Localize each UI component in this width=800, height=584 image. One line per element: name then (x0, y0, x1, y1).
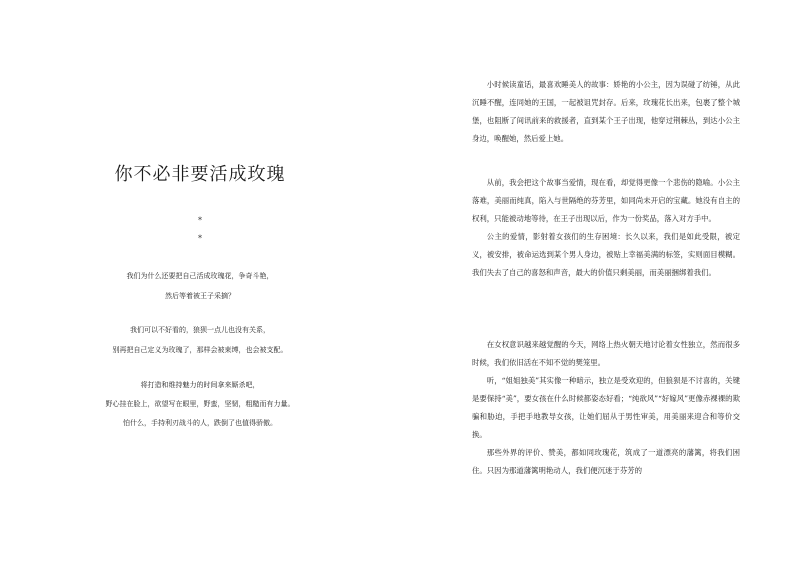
body-section (472, 336, 740, 480)
body-paragraph: 公主的爱情，影射着女孩们的生存困境：长久以来，我们是如此受限，被定义，被安排，被命运选到某个男人身边，被贴上幸福美满的标签，实则面目模糊。我们失去了自己的喜怒和声音，最大的价值只剩美丽，而美丽捆绑着我们。 (472, 232, 740, 277)
poem-stanza (0, 320, 400, 360)
poem-stanza (0, 266, 400, 306)
page-title: 你不必非要活成玫瑰 (114, 164, 286, 185)
poem-line: 怕什么，手持利刃战斗的人，跌倒了也值得骄傲。 (123, 419, 277, 427)
poem-line: 野心挂在脸上，欲望写在眼里，野蛮，坚韧，粗糙而有力量。 (105, 400, 295, 408)
body-paragraph: 在女权意识越来越觉醒的今天，网络上热火朝天地讨论着女性独立，然而很多时候，我们依旧活在不知不觉的樊笼里。 (472, 340, 740, 367)
body-paragraph: 小时候读童话，最喜欢睡美人的故事：娇艳的小公主，因为误碰了纺锤，从此沉睡不醒，连同她的王国，一起被诅咒封存。后来，玫瑰花长出来，包裹了整个城堡，也阻断了间讯前来的救援者，直到某个王子出现，他穿过荆棘丛，到达小公主身边，唤醒她，然后爱上她。 (472, 80, 740, 143)
divider-star: * (198, 234, 202, 243)
body-section (472, 76, 740, 148)
poem-stanza (0, 376, 400, 433)
body-paragraph: 从前，我会把这个故事当爱情，现在看，却觉得更像一个悲伤的隐喻。小公主落难，美丽而纯真，陷入与世隔绝的芬芳里，如同尚未开启的宝藏。她没有自主的权利，只能被动地等待，在王子出现以后，作为一份奖品，落入对方手中。 (472, 178, 740, 223)
poem-line: 然后等着被王子采摘？ (165, 292, 235, 300)
poem-line: 别再把自己定义为玫瑰了，那样会被束缚，也会被支配。 (112, 346, 288, 354)
poem-line: 我们可以不好看的，狼狈一点儿也没有关系， (130, 326, 270, 334)
body-paragraph: 那些外界的评价、赞美，都如同玫瑰花，筑成了一道漂亮的藩篱，将我们困住。只因为那道藩篱明艳动人，我们便沉迷于芬芳的 (472, 448, 740, 475)
poem-line: 将打造和维持魅力的时间拿来厮杀吧， (140, 381, 260, 389)
body-paragraph: 听，“姐姐独美”其实像一种暗示，独立是受欢迎的，但狼狈是不讨喜的，关键是要保持“美”，要女孩在什么时候都姿态好看；“纯欲风”“好嫁风”更像赤裸裸的欺骗和胁迫，手把手地教导女孩，让她们屈从于男性审美，用美丽来迎合和等价交换。 (472, 376, 740, 439)
divider-star: * (198, 216, 202, 225)
section-divider (0, 212, 400, 248)
poem-line: 我们为什么还要把自己活成玫瑰花，争奇斗艳， (126, 272, 274, 280)
body-section (472, 174, 740, 282)
